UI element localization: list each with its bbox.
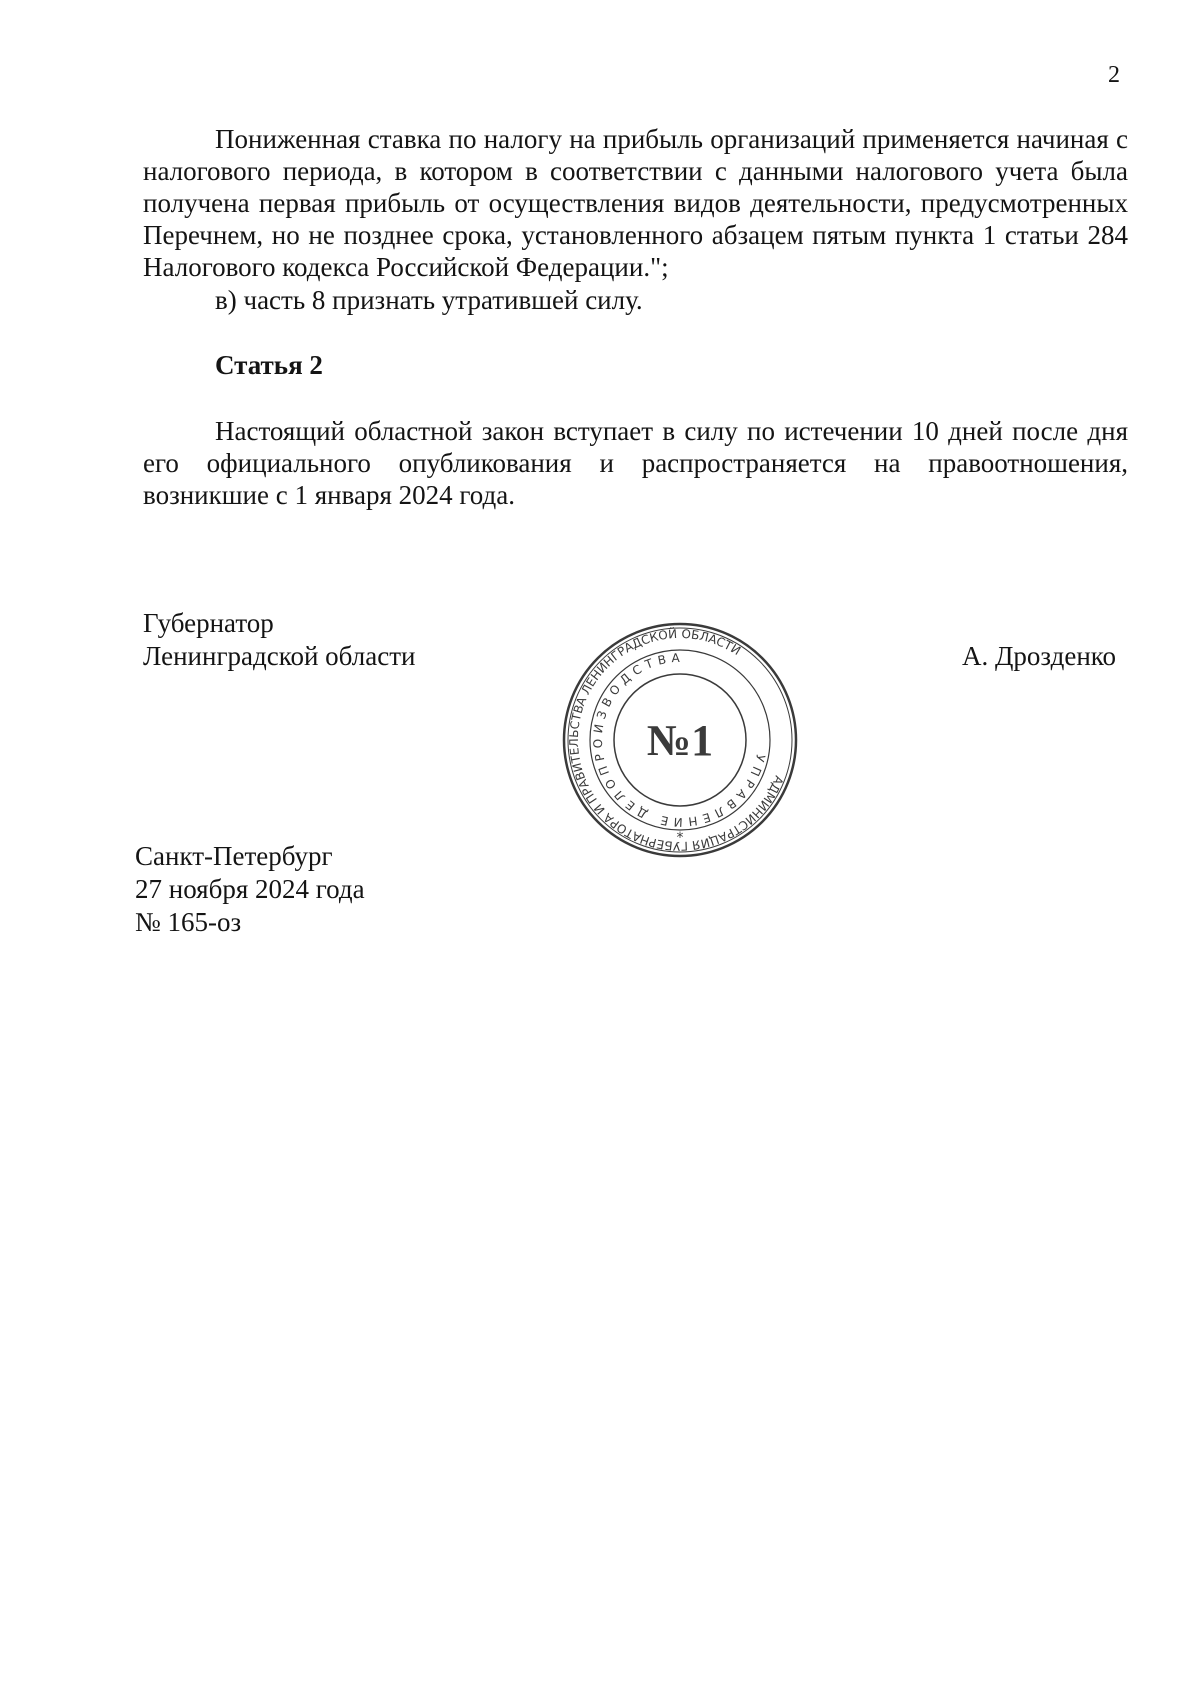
seal-number: №1 [646,716,714,765]
seal-outer-text: АДМИНИСТРАЦИЯ ГУБЕРНАТОРА И ПРАВИТЕЛЬСТВА ЛЕНИНГРАДСКОЙ ОБЛАСТИ [566,626,787,854]
paragraph-reduced-rate: Пониженная ставка по налогу на прибыль организаций применяется начиная с налогового периода, в котором в соответствии с данными налогового учета была получена первая прибыль от осуществления видов деятельности, предусмотренных Перечнем, но не позднее срока, установленного абзацем пятым пункта 1 статьи 284 Налогового кодекса Российской Федерации."; [143,124,1128,282]
document-place-date-number [135,840,365,939]
official-seal-stamp [560,620,800,860]
page-number: 2 [1108,62,1120,88]
law-number: № 165-оз [135,907,242,937]
paragraph-effective-date: Настоящий областной закон вступает в силу по истечении 10 дней после дня его официального опубликования и распространяется на правоотношения, возникшие с 1 января 2024 года. [143,416,1128,510]
article-2-heading: Статья 2 [215,350,323,380]
signatory-title-line2: Ленинградской области [143,641,416,671]
paragraph-part-8: в) часть 8 признать утратившей силу. [215,285,643,315]
signatory-title [143,607,415,673]
seal-star: * [676,830,684,846]
date: 27 ноября 2024 года [135,874,365,904]
city: Санкт-Петербург [135,841,333,871]
seal-inner-text: УПРАВЛЕНИЕ ДЕЛОПРОИЗВОДСТВА [590,650,768,830]
signatory-title-line1: Губернатор [143,608,274,638]
signatory-name: А. Дрозденко [962,641,1117,671]
